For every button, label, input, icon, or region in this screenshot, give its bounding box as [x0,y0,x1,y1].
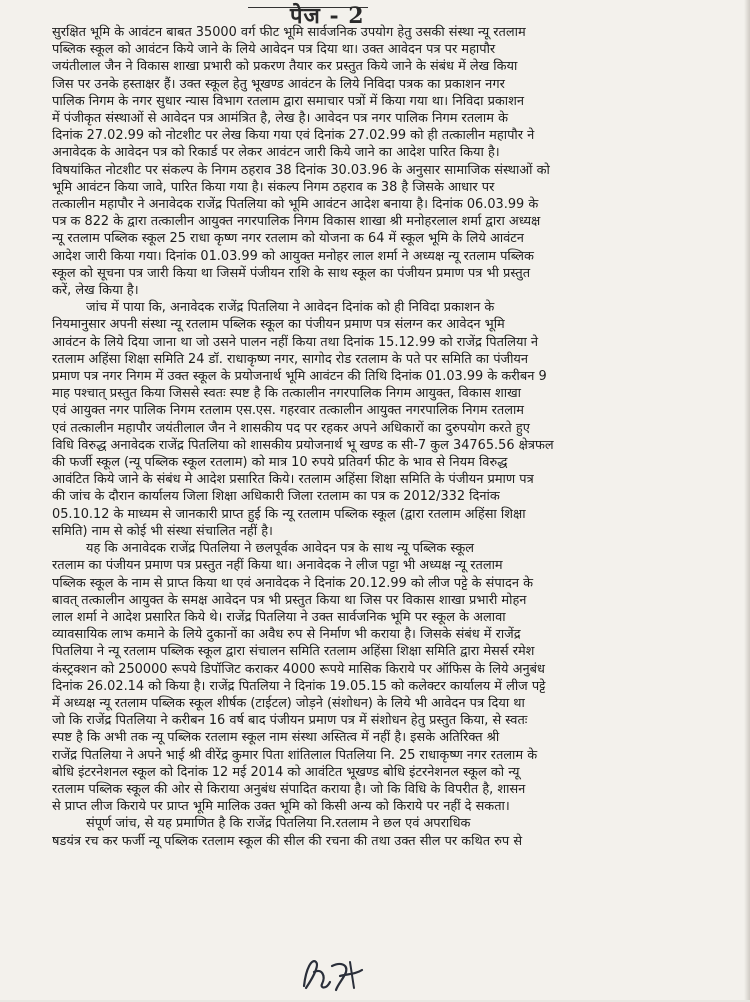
paragraph [52,540,744,815]
text-line: विधि विरुद्ध अनावेदक राजेंद्र पितलिया को शासकीय प्रयोजनार्थ भू खण्ड क सी-7 कुल 34765.56 क्षेत्रफल [52,437,554,453]
text-line: लाल शर्मा ने आदेश प्रसारित किये थे। राजेंद्र पितलिया ने उक्त सार्वजनिक भूमि पर स्कूल के अलावा [52,609,506,625]
handwritten-signature-icon [296,948,376,998]
text-line: स्पष्ट है कि अभी तक न्यू पब्लिक रतलाम स्कूल नाम संस्था अस्तित्व में नहीं है। इसके अतिरिक्त श्री [52,730,500,746]
scan-shadow-edge [744,0,750,1000]
text-line: आदेश जारी किया गया। दिनांक 01.03.99 को आयुक्त मनोहर लाल शर्मा ने अध्यक्ष न्यू रतलाम पब्लिक [52,248,534,264]
text-line: आवंटन के लिये दिया जाना था जो उसने पालन नहीं किया तथा दिनांक 15.12.99 को राजेंद्र पितलिया ने [52,334,539,350]
text-line: माह पश्चात् प्रस्तुत किया जिससे स्वतः स्पष्ट है कि तत्कालीन नगरपालिक निगम आयुक्त, विकास शाखा [52,386,521,402]
text-line: पालिक निगम के नगर सुधार न्यास विभाग रतलाम द्वारा समाचार पत्रों में किया गया था। निविदा प्रकाशन [52,93,525,109]
paragraph [52,299,744,540]
text-line: प्रमाण पत्र नगर निगम में उक्त स्कूल के प्रयोजनार्थ भूमि आवंटन की तिथि दिनांक 01.03.99 के करीबन 9 [52,369,547,385]
text-line: संपूर्ण जांच, से यह प्रमाणित है कि राजेंद्र पितलिया नि.रतलाम ने छल एवं अपराधिक [86,816,471,832]
text-line: एवं तत्कालीन महापौर जयंतीलाल जैन ने शासकीय पद पर रहकर अपने अधिकारों का दुरुपयोग करते हुए [52,420,530,436]
document-body [52,24,744,850]
text-line: में पंजीकृत संस्थाओं से आवेदन पत्र आमंत्रित है, लेख है। आवेदन पत्र नगर पालिक निगम रतलाम के [52,111,508,127]
text-line: जांच में पाया कि, अनावेदक राजेंद्र पितलिया ने आवेदन दिनांक को ही निविदा प्रकाशन के [86,300,495,316]
paragraph [52,815,744,849]
text-line: जयंतीलाल जैन ने विकास शाखा प्रभारी को प्रकरण तैयार कर प्रस्तुत किये जाने के संबंध में लेख किया [52,59,518,75]
text-line: न्यू रतलाम पब्लिक स्कूल 25 राधा कृष्ण नगर रतलाम को योजना क 64 में स्कूल भूमि के लिये आवंटन [52,231,524,247]
text-line: व्यावसायिक लाभ कमाने के लिये दुकानों का अवैध रुप से निर्माण भी कराया है। जिसके संबंध में राजेंद्र [52,627,521,643]
text-line: यह कि अनावेदक राजेंद्र पितलिया ने छलपूर्वक आवेदन पत्र के साथ न्यू पब्लिक स्कूल [86,541,474,557]
text-line: दिनांक 26.02.14 को किया है। राजेंद्र पितलिया ने दिनांक 19.05.15 को कलेक्टर कार्यालय में लीज पट्टे [52,678,546,694]
text-line: षडयंत्र रच कर फर्जी न्यू पब्लिक रतलाम स्कूल की सील की रचना की तथा उक्त सील पर कथित रुप से [52,833,523,849]
text-line: पब्लिक स्कूल के नाम से प्राप्त किया था एवं अनावेदक ने दिनांक 20.12.99 को लीज पट्टे के संपादन के [52,575,533,591]
text-line: आवंटित किये जाने के संबंध मे आदेश प्रसारित किये। रतलाम अहिंसा शिक्षा समिति के पंजीयन प्रमाण पत्र [52,472,534,488]
text-line: भूमि आवंटन किया जावे, पारित किया गया है। संकल्प निगम ठहराव क 38 है जिसके आधार पर [52,179,495,195]
text-line: रतलाम पब्लिक स्कूल की ओर से किराया अनुबंध संपादित कराया है। जो कि विधि के विपरीत है, शासन [52,781,526,797]
page-number-label: पेज - 2 [290,3,365,29]
text-line: जिस पर उनके हस्ताक्षर हैं। उक्त स्कूल हेतु भूखण्ड आवंटन के लिये निविदा पत्रक का प्रकाशन नगर [52,76,505,92]
text-line: रतलाम अहिंसा शिक्षा समिति 24 डॉ. राधाकृष्ण नगर, सागोद रोड रतलाम के पते पर समिति का पंजीयन [52,351,529,367]
text-line: पत्र क 822 के द्वारा तत्कालीन आयुक्त नगरपालिक निगम विकास शाखा श्री मनोहरलाल शर्मा द्वारा अध्यक्ष [52,214,541,230]
text-line: पब्लिक स्कूल को आवंटन किये जाने के लिये आवेदन पत्र दिया था। उक्त आवेदन पत्र पर महापौर [52,42,496,58]
text-line: करें, लेख किया है। [52,283,139,299]
text-line: कंस्ट्रक्शन को 250000 रूपये डिपॉजिट कराकर 4000 रूपये मासिक किराये पर ऑफिस के लिये अनुबंध [52,661,545,677]
text-line: समिति) नाम से कोई भी संस्था संचालित नहीं है। [52,523,273,539]
text-line: में अध्यक्ष न्यू रतलाम पब्लिक स्कूल शीर्षक (टाईटल) जोड़ने (संशोधन) के लिये भी आवेदन पत्र दिया था [52,695,525,711]
text-line: नियमानुसार अपनी संस्था न्यू रतलाम पब्लिक स्कूल का पंजीयन प्रमाण पत्र संलग्न कर आवेदन भूमि [52,317,505,333]
text-line: की जांच के दौरान कार्यालय जिला शिक्षा अधिकारी जिला रतलाम का पत्र क 2012/332 दिनांक [52,489,500,505]
text-line: अनावेदक के आवेदन पत्र को रिकार्ड पर लेकर आवंटन जारी किये जाने का आदेश पारित किया है। [52,145,500,161]
text-line: विषयांकित नोटशीट पर संकल्प के निगम ठहराव 38 दिनांक 30.03.96 के अनुसार सामाजिक संस्थाओं को [52,162,550,178]
text-line: 05.10.12 के माध्यम से जानकारी प्राप्त हुई कि न्यू रतलाम पब्लिक स्कूल (द्वारा रतलाम अहिंसा शिक्षा [52,506,526,522]
text-line: एवं आयुक्त नगर पालिक निगम रतलाम एस.एस. गहरवार तत्कालीन आयुक्त नगरपालिक निगम रतलाम [52,403,524,419]
text-line: स्कूल को सूचना पत्र जारी किया था जिसमें पंजीयन राशि के साथ स्कूल का पंजीयन प्रमाण पत्र भी प्रस्तुत [52,265,531,281]
text-line: बोधि इंटरनेशनल स्कूल को दिनांक 12 मई 2014 को आवंटित भूखण्ड बोधि इंटरनेशनल स्कूल को न्यू [52,764,520,780]
text-line: दिनांक 27.02.99 को नोटशीट पर लेख किया गया एवं दिनांक 27.02.99 को ही तत्कालीन महापौर ने [52,128,535,144]
signature-drawing [296,948,376,998]
text-line: रतलाम का पंजीयन प्रमाण पत्र प्रस्तुत नहीं किया था। अनावेदक ने लीज पट्टा भी अध्यक्ष न्यू रतलाम [52,558,503,574]
text-line: जो कि राजेंद्र पितलिया ने करीबन 16 वर्ष बाद पंजीयन प्रमाण पत्र में संशोधन हेतु प्रस्तुत किया, से स्वतः [52,713,528,729]
text-line: से प्राप्त लीज किराये पर प्राप्त भूमि मालिक उक्त भूमि को किसी अन्य को किराये पर नहीं दे सकता। [52,799,510,815]
paragraph [52,24,744,299]
text-line: बावत् तत्कालीन आयुक्त के समक्ष आवेदन पत्र भी प्रस्तुत किया था जिस पर विकास शाखा प्रभारी मोहन [52,592,527,608]
text-line: राजेंद्र पितलिया ने अपने भाई श्री वीरेंद्र कुमार पिता शांतिलाल पितलिया नि. 25 राधाकृष्ण नगर रतलाम के [52,747,538,763]
text-line: तत्कालीन महापौर ने अनावेदक राजेंद्र पितलिया को भूमि आवंटन आदेश बनाया है। दिनांक 06.03.99 के [52,197,539,213]
text-line: पितलिया ने न्यू रतलाम पब्लिक स्कूल द्वारा संचालन समिति रतलाम अहिंसा शिक्षा समिति द्वारा मेसर्स रमेश [52,644,535,660]
text-line: सुरक्षित भूमि के आवंटन बाबत 35000 वर्ग फीट भूमि सार्वजनिक उपयोग हेतु उसकी संस्था न्यू रतलाम [52,25,526,40]
text-line: की फर्जी स्कूल (न्यू पब्लिक स्कूल रतलाम) को मात्र 10 रुपये प्रतिवर्ग फीट के भाव से नियम विरुद्ध [52,455,508,471]
